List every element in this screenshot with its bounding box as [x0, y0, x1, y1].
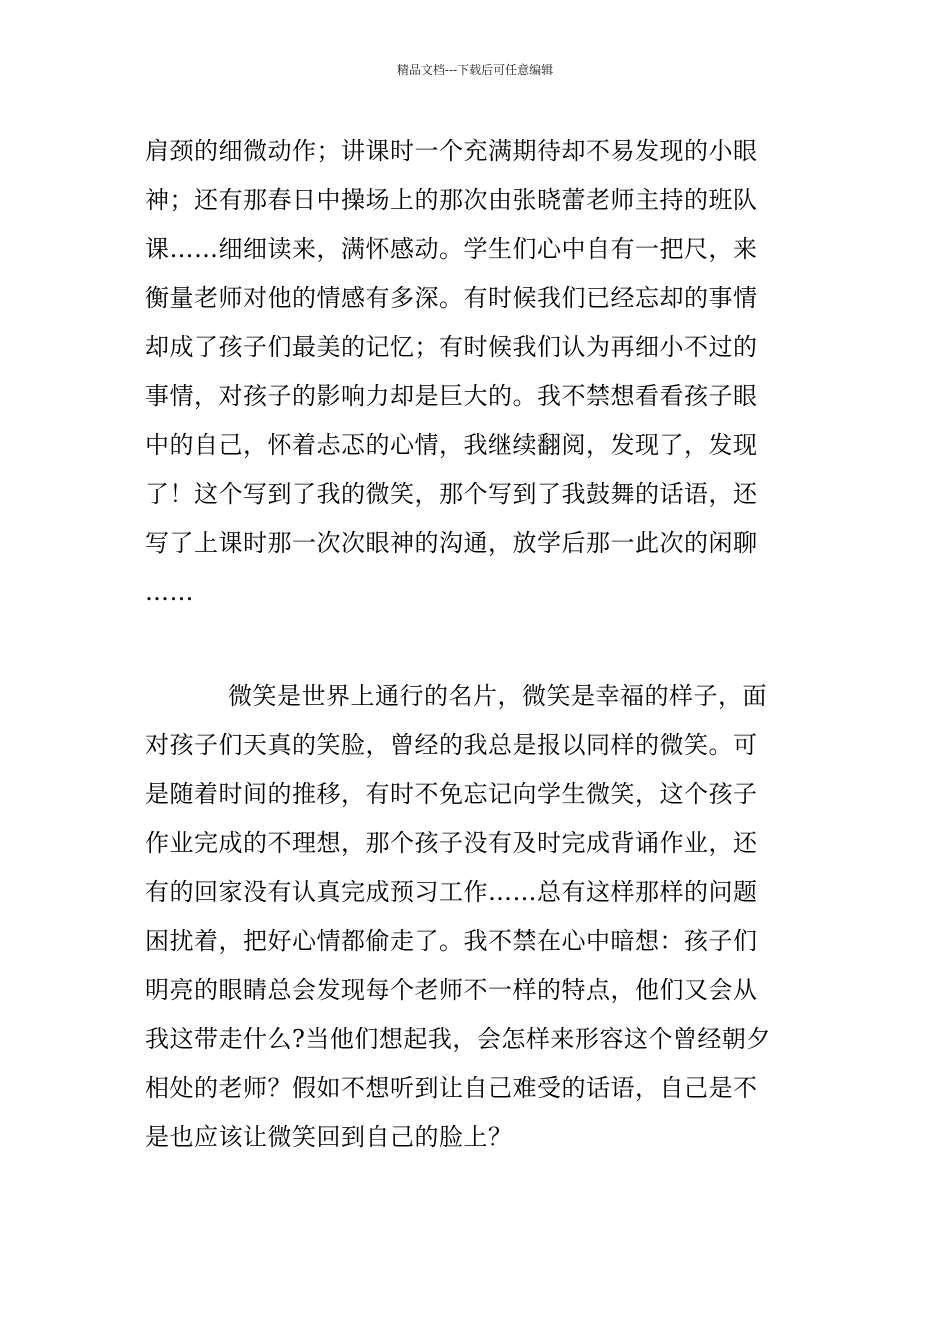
text-line-indented: 微笑是世界上通行的名片，微笑是幸福的样子，面	[228, 682, 767, 710]
text-line: 神；还有那春日中操场上的那次由张晓蕾老师主持的班队	[145, 186, 758, 214]
text-line: 困扰着，把好心情都偷走了。我不禁在心中暗想：孩子们	[145, 927, 758, 955]
text-line: ……	[145, 578, 194, 606]
text-line: 衡量老师对他的情感有多深。有时候我们已经忘却的事情	[145, 284, 758, 312]
text-line: 肩颈的细微动作；讲课时一个充满期待却不易发现的小眼	[145, 137, 758, 165]
text-line: 有的回家没有认真完成预习工作……总有这样那样的问题	[145, 878, 758, 906]
text-line: 了！这个写到了我的微笑，那个写到了我鼓舞的话语，还	[145, 480, 758, 508]
text-line: 相处的老师？假如不想听到让自己难受的话语，自己是不	[145, 1074, 758, 1102]
text-line: 中的自己，怀着忐忑的心情，我继续翻阅，发现了，发现	[145, 431, 758, 459]
text-line: 是随着时间的推移，有时不免忘记向学生微笑，这个孩子	[145, 780, 758, 808]
text-line: 写了上课时那一次次眼神的沟通，放学后那一此次的闲聊	[145, 529, 758, 557]
text-line: 事情，对孩子的影响力却是巨大的。我不禁想看看孩子眼	[145, 382, 758, 410]
text-line: 却成了孩子们最美的记忆；有时候我们认为再细小不过的	[145, 333, 758, 361]
text-line: 我这带走什么?当他们想起我，会怎样来形容这个曾经朝夕	[145, 1025, 771, 1053]
page-header: 精品文档---下载后可任意编辑	[396, 63, 554, 77]
text-line: 作业完成的不理想，那个孩子没有及时完成背诵作业，还	[145, 829, 758, 857]
text-line: 明亮的眼睛总会发现每个老师不一样的特点，他们又会从	[145, 976, 758, 1004]
text-line: 是也应该让微笑回到自己的脸上？	[145, 1123, 513, 1151]
text-line: 课……细细读来，满怀感动。学生们心中自有一把尺，来	[145, 235, 758, 263]
text-line: 对孩子们天真的笑脸，曾经的我总是报以同样的微笑。可	[145, 731, 758, 759]
